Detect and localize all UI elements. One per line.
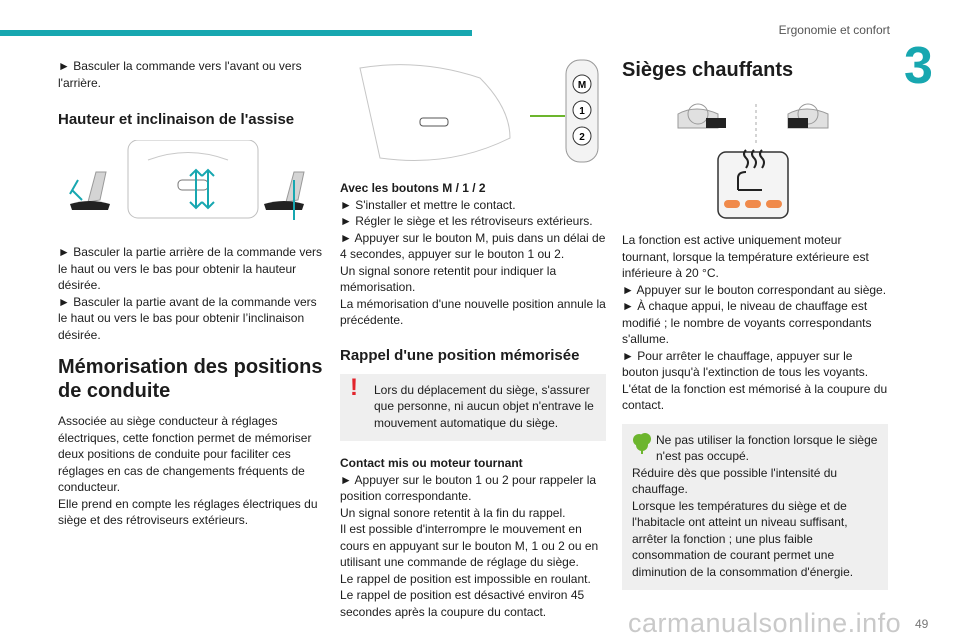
recall-title: Rappel d'une position mémorisée [340, 346, 580, 364]
header-accent-bar [0, 30, 472, 36]
memory-buttons-illustration [340, 58, 606, 170]
chapter-number: 3 [904, 37, 933, 95]
heated-seats-illustration [622, 94, 888, 222]
column-2 [340, 58, 606, 620]
eco-tree-icon [632, 432, 652, 454]
seat-height-title: Hauteur et inclinaison de l'assise [58, 111, 295, 128]
contact-line-3: Il est possible d'interrompre le mouvement en cours en appuyant sur le bouton M, 1 ou 2 ou en utilisant une commande de réglage du siège. [340, 522, 599, 569]
heated-seats-title: Sièges chauffants [622, 59, 794, 81]
heated-seat-button-icon [718, 152, 788, 218]
heated-text-1: La fonction est active uniquement moteur tournant, lorsque la température extérieure est inférieure à 20 °C. [622, 233, 869, 280]
memory-button-label-1: 1 [579, 106, 585, 117]
column-1 [58, 58, 324, 529]
warning-box [340, 374, 606, 442]
step-1: ► S'installer et mettre le contact. [340, 197, 516, 212]
section-title: Ergonomie et confort [778, 23, 890, 37]
warning-text: Lors du déplacement du siège, s'assurer que personne, ni aucun objet n'entrave le mouvement automatique du siège. [374, 382, 594, 430]
contact-line-1: ► Appuyer sur le bouton 1 ou 2 pour rappeler la position correspondante. [340, 472, 597, 503]
column-3 [622, 58, 888, 590]
step-5: La mémorisation d'une nouvelle position annule la précédente. [340, 296, 606, 327]
eco-box [622, 424, 888, 591]
buttons-title: Avec les boutons M / 1 / 2 [340, 181, 486, 195]
step-3: ► Appuyer sur le bouton M, puis dans un délai de 4 secondes, appuyer sur le bouton 1 ou 2. [340, 230, 606, 261]
seat-height-text-2: ► Basculer la partie avant de la commande vers le haut ou vers le bas pour obtenir l’inclinaison désirée. [58, 294, 317, 342]
seat-height-text-1: ► Basculer la partie arrière de la commande vers le haut ou vers le bas pour obtenir la hauteur désirée. [58, 245, 322, 292]
contact-line-2: Un signal sonore retentit à la fin du rappel. [340, 505, 566, 520]
memory-button-label-m: M [577, 80, 587, 91]
eco-text-1: Ne pas utiliser la fonction lorsque le siège n'est pas occupé. [656, 432, 878, 463]
heated-seats-image [622, 94, 888, 222]
memory-buttons-image [340, 58, 606, 170]
eco-text-2: Réduire dès que possible l'intensité du chauffage. [632, 465, 838, 496]
contact-line-4: Le rappel de position est impossible en roulant. [340, 571, 591, 586]
page-number: 49 [915, 617, 929, 631]
heated-text-4: ► Pour arrêter le chauffage, appuyer sur le bouton jusqu'à l'extinction de tous les voyants. [622, 348, 869, 379]
memory-text-2: Elle prend en compte les réglages électriques du siège et des rétroviseurs extérieurs. [58, 496, 318, 527]
memory-text-1: Associée au siège conducteur à réglages électriques, cette fonction permet de mémoriser deux positions de conduite pour faciliter ces réglages en cas de changements fréquents de conducteur. [58, 414, 312, 494]
intro-text: ► Basculer la commande vers l'avant ou vers l'arrière. [58, 59, 302, 90]
seat-adjust-image [58, 140, 324, 230]
watermark: carmanualsonline.info [628, 608, 902, 638]
heated-text-5: L'état de la fonction est mémorisé à la coupure du contact. [622, 381, 888, 412]
warning-icon: ! [350, 373, 358, 401]
memory-title: Mémorisation des positions de conduite [58, 356, 323, 402]
contact-line-5: Le rappel de position est désactivé environ 45 secondes après la coupure du contact. [340, 588, 585, 619]
memory-button-label-2: 2 [579, 132, 585, 143]
step-2: ► Régler le siège et les rétroviseurs extérieurs. [340, 214, 593, 228]
seat-adjust-illustration [58, 140, 324, 230]
heated-text-2: ► Appuyer sur le bouton correspondant au siège. [622, 282, 887, 297]
step-4: Un signal sonore retentit pour indiquer la mémorisation. [340, 263, 557, 294]
heated-text-3: ► À chaque appui, le niveau de chauffage est modifié ; le nombre de voyants correspondants s'allume. [622, 299, 872, 346]
contact-title: Contact mis ou moteur tournant [340, 456, 523, 470]
eco-text-3: Lorsque les températures du siège et de l'habitacle ont atteint un niveau suffisant, arrêter la fonction ; une plus faible consommation de courant permet une diminution de la consommation d'énergie. [632, 498, 854, 579]
